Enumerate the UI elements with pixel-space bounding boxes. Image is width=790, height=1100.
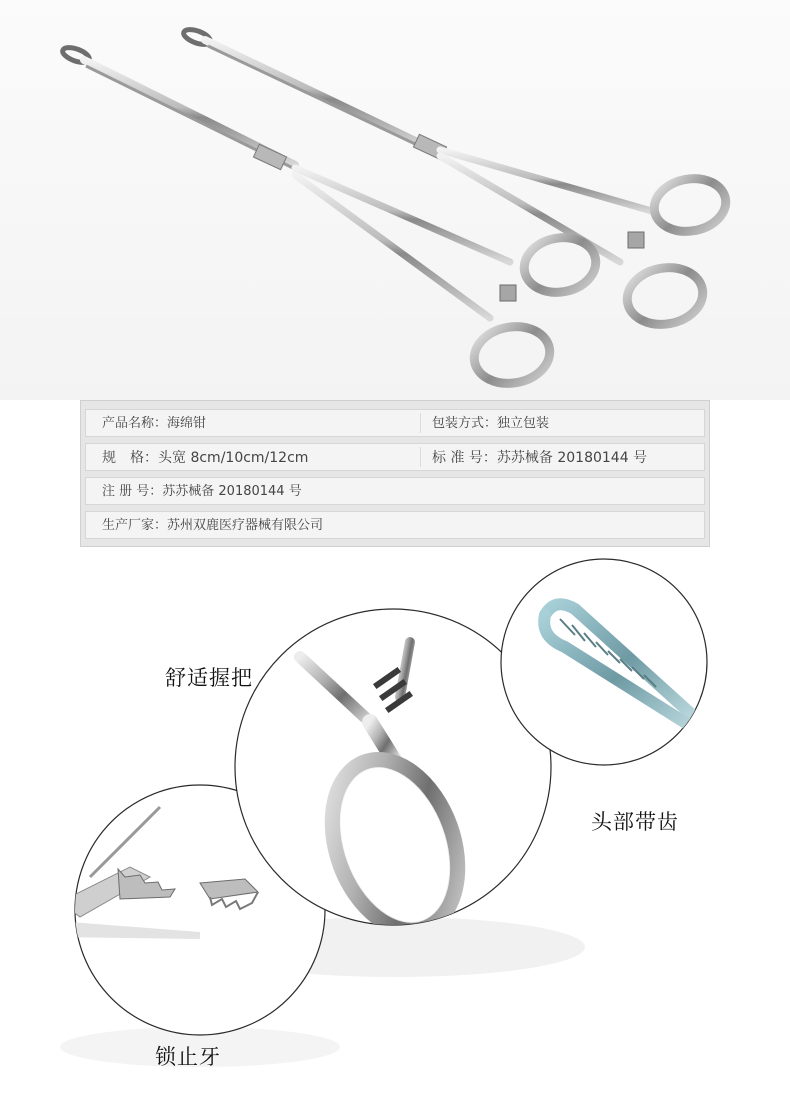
teeth-head-label: 头部带齿: [591, 810, 679, 834]
cell-divider: [420, 413, 421, 433]
spec-row: [85, 409, 705, 437]
grip-label: 舒适握把: [165, 666, 253, 690]
manufacturer: 生产厂家：苏州双鹿医疗器械有限公司: [102, 518, 324, 533]
cell-divider: [420, 447, 421, 467]
serrated-tip-closeup-icon: [501, 559, 707, 765]
spec-table: [80, 400, 710, 547]
standard-number: 标 准 号：苏苏械备 20180144 号: [432, 450, 648, 466]
product-name: 产品名称：海绵钳: [102, 416, 207, 431]
registration-number: 注 册 号：苏苏械备 20180144 号: [102, 484, 302, 499]
lock-teeth-label: 锁止牙: [155, 1045, 221, 1069]
spec-row: [85, 443, 705, 471]
product-hero-image: [0, 0, 790, 400]
packaging-method: 包装方式：独立包装: [432, 416, 550, 431]
features-section: [0, 547, 790, 1100]
sponge-forceps-icon: [0, 0, 790, 400]
forceps-back: [182, 27, 730, 331]
spec-row: [85, 477, 705, 505]
product-size: 规 格：头宽 8cm/10cm/12cm: [102, 450, 309, 466]
spec-row: [85, 511, 705, 539]
